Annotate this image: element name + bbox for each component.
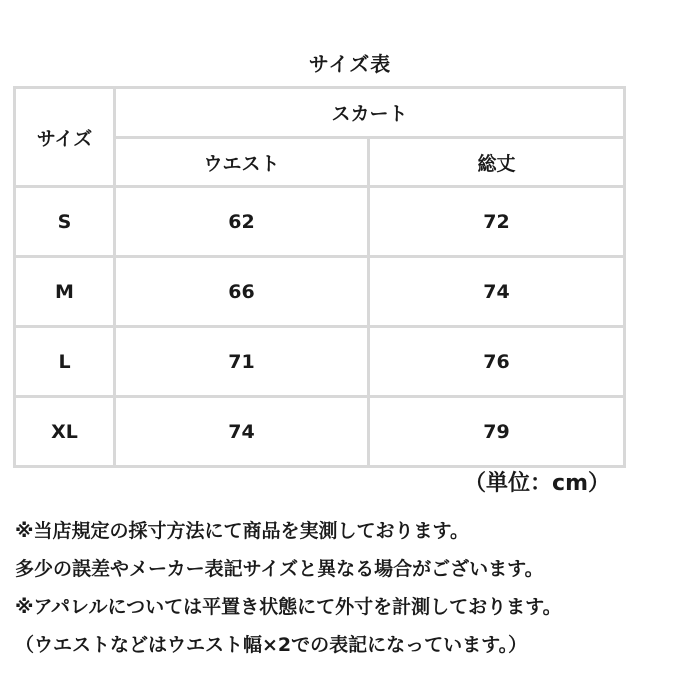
- unit-note: （単位：cm）: [464, 471, 610, 496]
- note-line: 多少の誤差やメーカー表記サイズと異なる場合がございます。: [15, 558, 544, 580]
- waist-header: ウエスト: [115, 138, 369, 187]
- length-cell: 76: [369, 327, 625, 397]
- length-cell: 74: [369, 257, 625, 327]
- length-header: 総丈: [369, 138, 625, 187]
- waist-cell: 62: [115, 187, 369, 257]
- length-cell: 72: [369, 187, 625, 257]
- note-line: （ウエストなどはウエスト幅×2での表記になっています。）: [15, 634, 528, 656]
- page-title: サイズ表: [308, 52, 392, 76]
- note-line: ※当店規定の採寸方法にて商品を実測しております。: [15, 520, 469, 542]
- size-cell: L: [15, 327, 115, 397]
- note-line: ※アパレルについては平置き状態にて外寸を計測しております。: [15, 596, 562, 618]
- skirt-header: スカート: [115, 88, 625, 138]
- table-row: [15, 397, 625, 467]
- size-cell: M: [15, 257, 115, 327]
- waist-cell: 74: [115, 397, 369, 467]
- length-cell: 79: [369, 397, 625, 467]
- size-header: サイズ: [15, 88, 115, 187]
- size-cell: S: [15, 187, 115, 257]
- notes-block: [15, 512, 695, 664]
- waist-cell: 71: [115, 327, 369, 397]
- table-header-row: [15, 88, 625, 138]
- table-row: [15, 327, 625, 397]
- size-table: [13, 86, 626, 468]
- table-row: [15, 187, 625, 257]
- table-row: [15, 257, 625, 327]
- waist-cell: 66: [115, 257, 369, 327]
- size-cell: XL: [15, 397, 115, 467]
